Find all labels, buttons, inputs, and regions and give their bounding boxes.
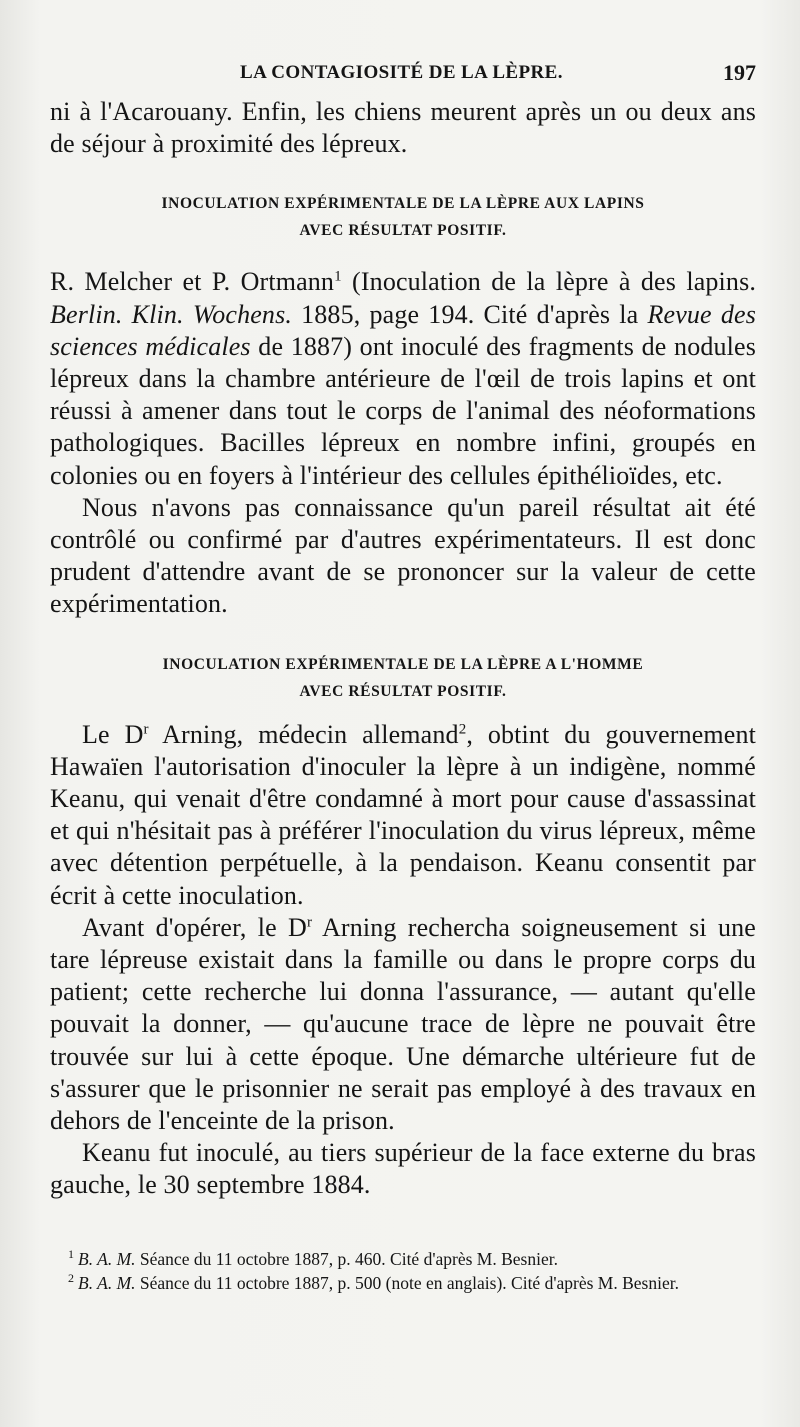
paragraph-2 — [50, 266, 756, 491]
running-title: LA CONTAGIOSITÉ DE LA LÈPRE. — [240, 62, 563, 83]
footnote-1 — [50, 1248, 756, 1272]
text-run: Le D — [82, 719, 144, 749]
superscript: r — [143, 720, 149, 737]
heading-line: AVEC RÉSULTAT POSITIF. — [299, 682, 507, 700]
review-title: Revue des sciences médicales — [50, 299, 756, 361]
text-run: 1885, page 194. Cité d'après la — [292, 299, 648, 329]
footnote-2 — [50, 1272, 756, 1296]
paragraph-1: ni à l'Acarouany. Enfin, les chiens meurent après un ou deux ans de séjour à proximité des lépreux. — [50, 97, 756, 159]
section-heading-human — [50, 651, 756, 705]
footnote-source: B. A. M. — [78, 1272, 136, 1293]
paragraph-3: Nous n'avons pas connaissance qu'un pareil résultat ait été contrôlé ou confirmé par d'autres expérimentateurs. Il est donc prudent d'attendre avant de se prononcer sur la valeur de cette expérimentation. — [50, 492, 756, 619]
superscript: r — [306, 914, 313, 931]
footnote-source: B. A. M. — [78, 1249, 136, 1269]
footnote-ref: 1 — [334, 268, 342, 285]
heading-line: AVEC RÉSULTAT POSITIF. — [299, 222, 507, 240]
footnote-text: Séance du 11 octobre 1887, p. 500 (note en anglais). Cité d'après M. Besnier. — [135, 1272, 679, 1293]
journal-title: Berlin. Klin. Wochens. — [50, 299, 292, 329]
footnotes — [50, 1248, 756, 1295]
text-run: Arning rechercha soigneusement si une tare lépreuse existait dans la famille ou dans le propre corps du patient; cette recherche lui donna l'assurance, — autant qu'elle pouvait la donner, — qu'aucune trace de lèpre ne pouvait être trouvée sur lui à cette époque. Une démarche ultérieure fut de s'assurer que le prisonnier ne serait pas employé à des travaux en dehors de l'enceinte de la prison. — [50, 912, 756, 1136]
footnote-text: Séance du 11 octobre 1887, p. 460. Cité d'après M. Besnier. — [135, 1249, 558, 1269]
paragraph-4 — [50, 719, 756, 912]
text-run: (Inoculation de la lèpre à des lapins. — [341, 267, 756, 297]
main-text — [50, 96, 756, 1202]
heading-line: INOCULATION EXPÉRIMENTALE DE LA LÈPRE AUX LAPINS — [161, 195, 645, 213]
paragraph-5 — [50, 912, 756, 1137]
heading-line: INOCULATION EXPÉRIMENTALE DE LA LÈPRE A L'HOMME — [162, 655, 644, 673]
text-run: R. Melcher et P. Ortmann — [50, 267, 335, 297]
text-run: Avant d'opérer, le D — [82, 912, 307, 942]
text-run: , obtint du gouvernement Hawaïen l'autorisation d'inoculer la lèpre à un indigène, nommé Keanu, qui venait d'être condamné à mort pour cause d'assassinat et qui n'hésitait pas à préférer l'inoculation du virus lépreux, même avec détention perpétuelle, à la pendaison. Keanu consentit par écrit à cette inoculation. — [50, 719, 756, 910]
page-number: 197 — [723, 60, 756, 85]
page-header — [50, 58, 756, 92]
section-heading-rabbits — [50, 190, 756, 244]
text-run: de 1887) ont inoculé des fragments de nodules lépreux dans la chambre antérieure de l'œil de trois lapins et ont réussi à amener dans tout le corps de l'animal des néoformations pathologiques. Bacilles lépreux en nombre infini, groupés en colonies ou en foyers à l'intérieur des cellules épithélioïdes, etc. — [50, 331, 756, 490]
footnote-mark: 1 — [68, 1247, 74, 1262]
text-run: Arning, médecin allemand — [148, 719, 459, 749]
paragraph-6: Keanu fut inoculé, au tiers supérieur de la face externe du bras gauche, le 30 septembre 1884. — [50, 1138, 756, 1200]
footnote-ref: 2 — [458, 720, 467, 737]
footnote-mark: 2 — [68, 1270, 74, 1285]
